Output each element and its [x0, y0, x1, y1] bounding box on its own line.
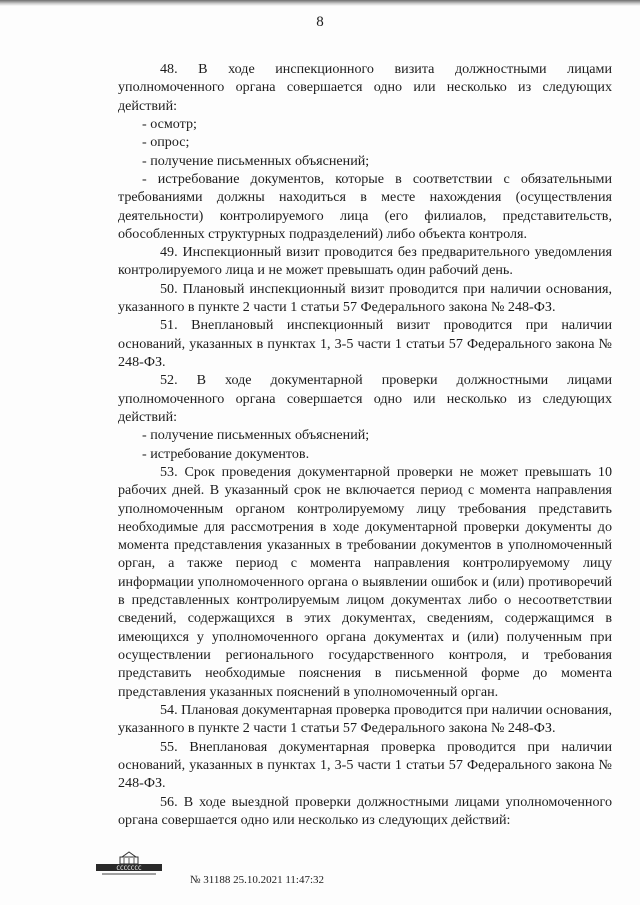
- scan-top-edge: [0, 0, 640, 6]
- registration-footer: [92, 850, 452, 890]
- page-number: 8: [316, 14, 324, 30]
- paragraph-49: 49. Инспекционный визит проводится без предварительного уведомления контролируемого лица и не может превышать один рабочий день.: [118, 244, 612, 279]
- paragraph-55: 55. Внеплановая документарная проверка проводится при наличии оснований, указанных в пунктах 1, 3-5 части 1 статьи 57 Федерального закона № 248-ФЗ.: [118, 738, 612, 792]
- registration-number: № 31188 25.10.2021 11:47:32: [190, 874, 325, 886]
- paragraph-50: 50. Плановый инспекционный визит проводится при наличии основания, указанного в пункте 2 части 1 статьи 57 Федерального закона № 248-ФЗ.: [118, 280, 612, 316]
- list-item-inspection-examination: - осмотр;: [142, 115, 197, 132]
- paragraph-56: 56. В ходе выездной проверки должностными лицами уполномоченного органа совершается одно или несколько из следующих действий:: [118, 793, 612, 828]
- paragraph-53: 53. Срок проведения документарной проверки не может превышать 10 рабочих дней. В указанный срок не включается период с момента направления уполномоченным органом контролируемому лицу требования представить необходимые для рассмотрения в ходе документарной проверки документы до момента представления указанных в требовании документов в уполномоченный орган, а также период с момента направления контролируемому лицу информации уполномоченного органа о выявлении ошибок и (или) противоречий в представленных контролируемым лицом документах либо о несоответствии сведений, содержащихся в этих документах, сведениям, содержащимся в имеющихся у уполномоченного органа документах и (или) полученным при осуществлении регионального государственного контроля, и требования представить необходимые пояснения в письменной форме до момента представления указанных пояснений в уполномоченный орган.: [118, 463, 612, 700]
- paragraph-54: 54. Плановая документарная проверка проводится при наличии основания, указанного в пункте 2 части 1 статьи 57 Федерального закона № 248-ФЗ.: [118, 701, 612, 737]
- svg-text:ССССССС: ССССССС: [116, 865, 142, 872]
- list-item-doccheck-explanations: - получение письменных объяснений;: [142, 427, 370, 444]
- list-item-inspection-explanations: - получение письменных объяснений;: [142, 152, 370, 169]
- paragraph-48: 48. В ходе инспекционного визита должностными лицами уполномоченного органа совершается одно или несколько из следующих действий:: [118, 61, 612, 114]
- document-body: [118, 60, 612, 829]
- building-seal-icon: [92, 850, 166, 878]
- paragraph-51: 51. Внеплановый инспекционный визит проводится при наличии оснований, указанных в пунктах 1, 3-5 части 1 статьи 57 Федерального закона № 248-ФЗ.: [118, 317, 612, 370]
- list-item-doccheck-documents: - истребование документов.: [142, 445, 310, 462]
- paragraph-52: 52. В ходе документарной проверки должностными лицами уполномоченного органа совершается одно или несколько из следующих действий:: [118, 372, 612, 425]
- list-item-inspection-documents: - истребование документов, которые в соответствии с обязательными требованиями должны находиться в месте нахождения (осуществления деятельности) контролируемого лица (его филиалов, представительств, обособленных структурных подразделений) либо объекта контроля.: [118, 170, 612, 242]
- list-item-inspection-survey: - опрос;: [142, 134, 190, 151]
